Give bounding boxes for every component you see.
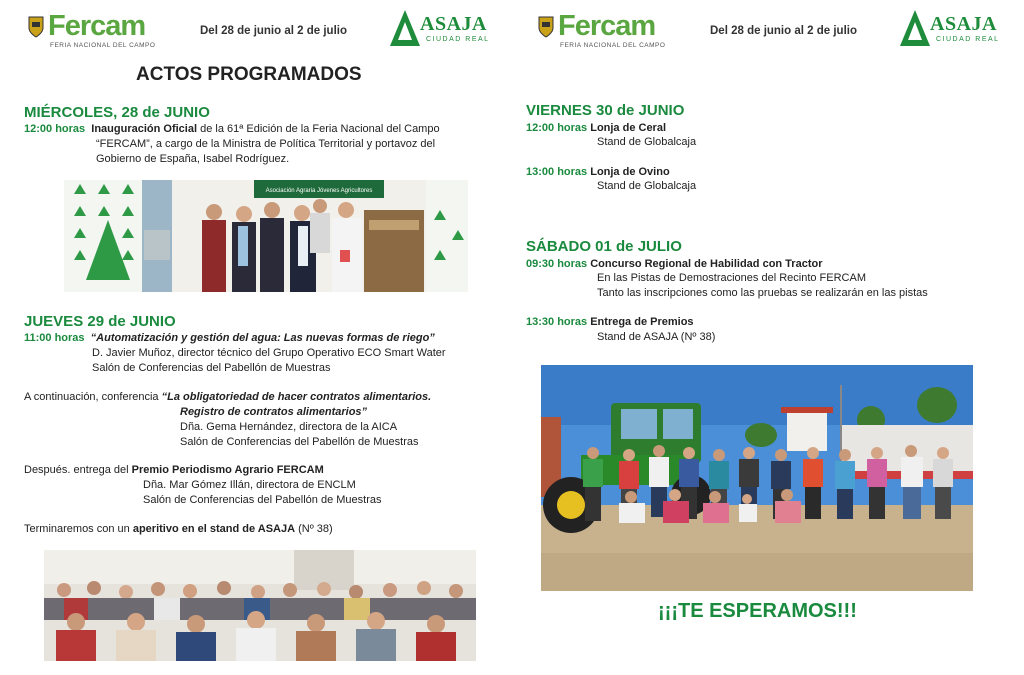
- event-desc-line: “FERCAM”, a cargo de la Ministra de Política Territorial y portavoz del: [96, 138, 436, 150]
- day-heading-jueves: JUEVES 29 de JUNIO: [24, 313, 176, 330]
- event-line: [24, 122, 440, 137]
- fercam-name: Fercam: [48, 10, 146, 42]
- date-range: Del 28 de junio al 2 de julio: [200, 25, 347, 37]
- date-range: Del 28 de junio al 2 de julio: [710, 25, 857, 37]
- asaja-subtitle: CIUDAD REAL: [426, 36, 490, 43]
- place-line: Salón de Conferencias del Pabellón de Muestras: [92, 362, 331, 374]
- banner-text: Asociación Agraria Jóvenes Agricultores: [265, 188, 373, 194]
- closing-message: ¡¡¡TE ESPERAMOS!!!: [658, 600, 857, 622]
- event-desc-line: Tanto las inscripciones como las pruebas se realizarán en las pistas: [597, 287, 928, 299]
- conference-line: [24, 390, 431, 405]
- place-line: Stand de ASAJA (Nº 38): [597, 331, 716, 343]
- event-line: [526, 165, 670, 180]
- event-title: Lonja de Ovino: [590, 166, 670, 178]
- speaker-line: Dña. Gema Hernández, directora de la AICA: [180, 421, 398, 433]
- tractor-group-photo: [541, 365, 973, 591]
- place-line: Stand de Globalcaja: [597, 136, 697, 148]
- conference-title: “La obligatoriedad de hacer contratos alimentarios.: [161, 391, 432, 403]
- asaja-name: ASAJA: [420, 13, 487, 35]
- place-line: Salón de Conferencias del Pabellón de Muestras: [180, 436, 419, 448]
- place-line: Stand de Globalcaja: [597, 180, 697, 192]
- event-line: [526, 257, 822, 272]
- conference-prefix: A continuación, conferencia: [24, 391, 159, 403]
- event-time: 11:00 horas: [24, 332, 85, 344]
- event-desc: de la 61ª Edición de la Feria Nacional del Campo: [200, 123, 440, 135]
- crest-icon: [538, 16, 554, 38]
- day-heading-viernes: VIERNES 30 de JUNIO: [526, 102, 685, 119]
- speaker-line: D. Javier Muñoz, director técnico del Grupo Operativo ECO Smart Water: [92, 347, 446, 359]
- day-heading-miercoles: MIÉRCOLES, 28 de JUNIO: [24, 104, 210, 121]
- crest-icon: [28, 16, 44, 38]
- event-title: “Automatización y gestión del agua: Las nuevas formas de riego”: [90, 332, 435, 344]
- event-time: 13:30 horas: [526, 316, 588, 328]
- day-heading-sabado: SÁBADO 01 de JULIO: [526, 238, 682, 255]
- speaker-line: Dña. Mar Gómez Illán, directora de ENCLM: [143, 479, 356, 491]
- asaja-subtitle: CIUDAD REAL: [936, 36, 1000, 43]
- event-desc-line: En las Pistas de Demostraciones del Recinto FERCAM: [597, 272, 866, 284]
- left-page: [10, 0, 502, 675]
- closing-line: [24, 522, 333, 537]
- event-time: 09:30 horas: [526, 258, 588, 270]
- event-desc-line: Gobierno de España, Isabel Rodríguez.: [96, 153, 290, 165]
- event-time: 13:00 horas: [526, 166, 588, 178]
- closing-prefix: Terminaremos con un: [24, 523, 130, 535]
- award-prefix: Después. entrega del: [24, 464, 129, 476]
- page-title: ACTOS PROGRAMADOS: [136, 64, 362, 85]
- asaja-name: ASAJA: [930, 13, 997, 35]
- header-left: [10, 8, 502, 52]
- award-title: Premio Periodismo Agrario FERCAM: [131, 464, 324, 476]
- fercam-subtitle: FERIA NACIONAL DEL CAMPO: [50, 42, 156, 49]
- closing-bold: aperitivo en el stand de ASAJA: [132, 523, 296, 535]
- fercam-name: Fercam: [558, 10, 656, 42]
- inauguration-photo: [64, 180, 468, 292]
- event-line: [526, 121, 666, 136]
- place-line: Salón de Conferencias del Pabellón de Muestras: [143, 494, 382, 506]
- event-time: 12:00 horas: [24, 123, 86, 135]
- right-page: [520, 0, 1012, 675]
- event-title: Entrega de Premios: [590, 316, 694, 328]
- conference-title-2: Registro de contratos alimentarios”: [180, 406, 368, 418]
- header-right: [520, 8, 1012, 52]
- conference-audience-photo: [44, 550, 476, 661]
- asaja-triangle-icon: [388, 8, 422, 48]
- fercam-subtitle: FERIA NACIONAL DEL CAMPO: [560, 42, 666, 49]
- closing-suffix: (Nº 38): [298, 523, 333, 535]
- event-title: Concurso Regional de Habilidad con Tractor: [590, 258, 823, 270]
- event-title: Lonja de Ceral: [590, 122, 667, 134]
- event-line: [24, 331, 435, 346]
- event-time: 12:00 horas: [526, 122, 588, 134]
- event-line: [526, 315, 694, 330]
- asaja-triangle-icon: [898, 8, 932, 48]
- event-title: Inauguración Oficial: [91, 123, 198, 135]
- award-line: [24, 463, 324, 478]
